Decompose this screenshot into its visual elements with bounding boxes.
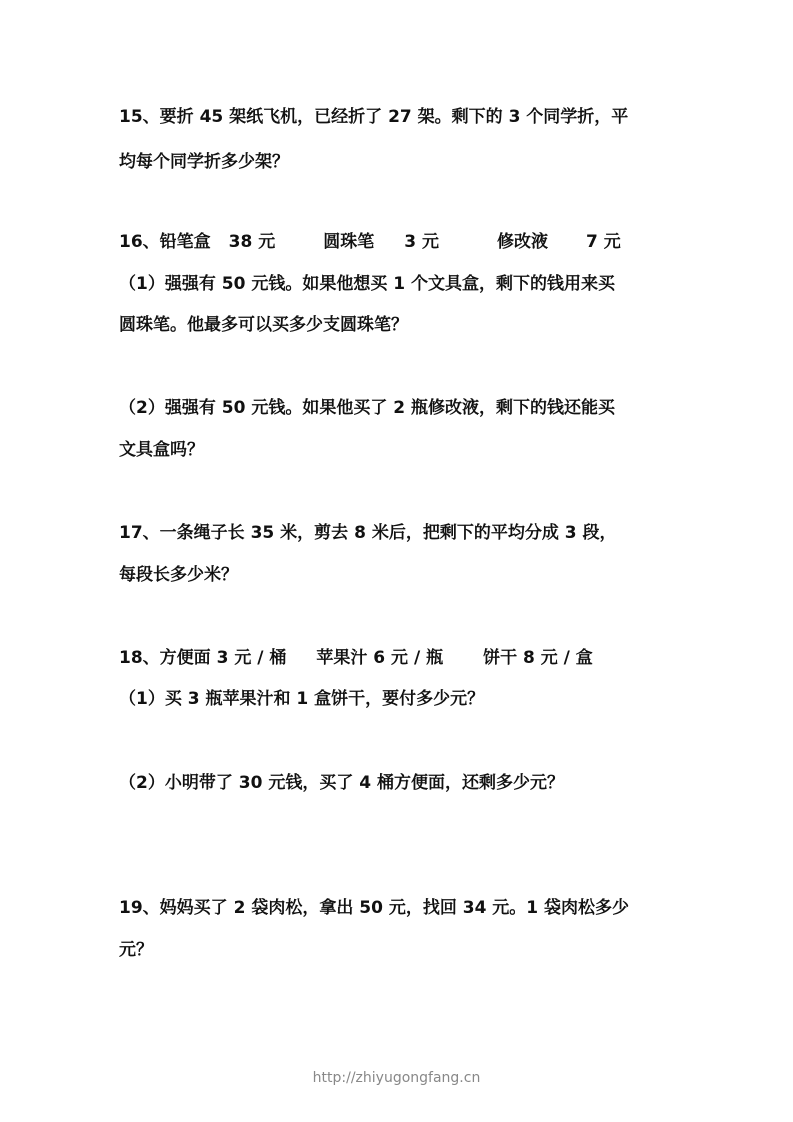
q18-item-noodles: 18、方便面 3 元 / 桶 — [119, 648, 287, 668]
q18-part1: （1）买 3 瓶苹果汁和 1 盒饼干，要付多少元？ — [119, 689, 485, 709]
q17-line-1: 17、一条绳子长 35 米，剪去 8 米后，把剩下的平均分成 3 段， — [119, 523, 617, 543]
q19-line-1: 19、妈妈买了 2 袋肉松，拿出 50 元，找回 34 元。1 袋肉松多少 — [119, 898, 630, 918]
q16-item-pen: 圆珠笔 — [323, 232, 375, 252]
q16-item-correction-fluid: 修改液 — [497, 232, 548, 252]
q18-item-biscuits: 饼干 8 元 / 盒 — [483, 648, 593, 668]
q15-line-2: 均每个同学折多少架？ — [119, 152, 289, 172]
q18-price-list — [119, 647, 593, 669]
q16-part2-line-2: 文具盒吗？ — [119, 440, 204, 460]
q16-price-pencil-box: 38 元 — [228, 232, 276, 252]
q15-line-1: 15、要折 45 架纸飞机，已经折了 27 架。剩下的 3 个同学折，平 — [119, 107, 629, 127]
q16-part1-line-2: 圆珠笔。他最多可以买多少支圆珠笔？ — [119, 315, 408, 335]
q16-price-pen: 3 元 — [404, 232, 439, 252]
q19-line-2: 元？ — [119, 940, 153, 960]
q18-item-apple-juice: 苹果汁 6 元 / 瓶 — [316, 648, 444, 668]
q16-part1-line-1: （1）强强有 50 元钱。如果他想买 1 个文具盒，剩下的钱用来买 — [119, 274, 615, 294]
q16-price-list — [119, 231, 621, 253]
q16-item-pencil-box: 16、铅笔盒 — [119, 232, 211, 252]
q16-price-correction-fluid: 7 元 — [586, 232, 621, 252]
q16-part2-line-1: （2）强强有 50 元钱。如果他买了 2 瓶修改液，剩下的钱还能买 — [119, 398, 615, 418]
footer-url: http://zhiyugongfang.cn — [312, 1070, 481, 1086]
q18-part2: （2）小明带了 30 元钱，买了 4 桶方便面，还剩多少元？ — [119, 773, 564, 793]
q17-line-2: 每段长多少米？ — [119, 565, 238, 585]
